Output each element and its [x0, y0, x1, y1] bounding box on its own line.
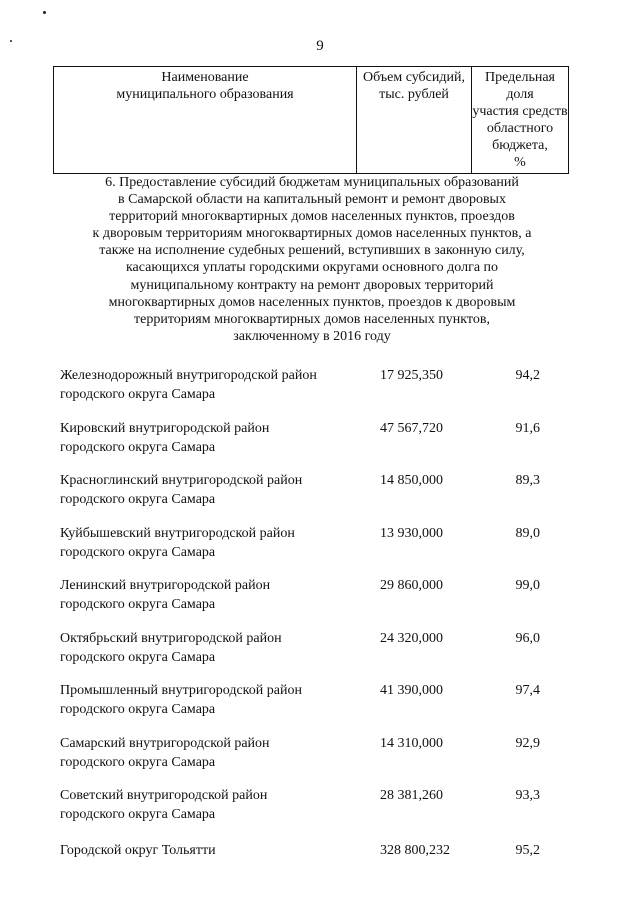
section-title-line: муниципальному контракту на ремонт дворовых территорий	[130, 277, 494, 293]
municipality-name: Городской округ Тольятти	[60, 843, 216, 858]
budget-share: 94,2	[515, 368, 540, 383]
table-row	[60, 786, 580, 826]
subsidy-amount: 17 925,350	[380, 368, 443, 383]
municipality-name: Октябрьский внутригородской район городского округа Самара	[60, 630, 282, 665]
table-row	[60, 524, 580, 564]
subsidy-amount: 328 800,232	[380, 843, 450, 858]
section-title-line: также на исполнение судебных решений, вступивших в законную силу,	[99, 243, 525, 259]
municipality-name: Советский внутригородской район городского округа Самара	[60, 788, 268, 822]
budget-share: 89,3	[515, 473, 540, 488]
municipality-name: Красноглинский внутригородской район городского округа Самара	[60, 473, 303, 507]
table-header	[53, 66, 569, 174]
subsidy-amount: 24 320,000	[380, 630, 443, 646]
table-row	[60, 841, 580, 881]
municipality-name: Самарский внутригородской район городского округа Самара	[60, 735, 270, 770]
header-amount-cell	[357, 67, 472, 174]
table-row	[60, 471, 580, 511]
subsidy-amount: 14 850,000	[380, 473, 443, 488]
subsidy-amount: 28 381,260	[380, 788, 443, 803]
municipality-name: Промышленный внутригородской район городского округа Самара	[60, 683, 302, 717]
table-row	[60, 366, 580, 406]
municipality-name: Кировский внутригородской район городского округа Самара	[60, 420, 270, 455]
table-row	[60, 576, 580, 616]
budget-share: 97,4	[515, 683, 540, 698]
section-title-line: касающихся уплаты городскими округами основного долга по	[125, 260, 499, 276]
table-row	[60, 734, 580, 774]
section-title-line: территориям многоквартирных домов населенных пунктов,	[134, 311, 490, 327]
scan-speck	[43, 11, 46, 14]
section-title-line: заключенному в 2016 году	[233, 328, 391, 344]
budget-share: 92,9	[515, 735, 540, 751]
header-name-cell	[54, 67, 357, 174]
budget-share: 95,2	[515, 843, 540, 858]
budget-share: 89,0	[515, 525, 540, 541]
municipality-name: Куйбышевский внутригородской район городского округа Самара	[60, 525, 295, 560]
municipality-name: Железнодорожный внутригородской район городского округа Самара	[60, 368, 317, 402]
budget-share: 91,6	[515, 420, 540, 436]
section-title	[62, 174, 562, 345]
budget-share: 93,3	[515, 788, 540, 803]
section-title-line: в Самарской области на капитальный ремонт и ремонт дворовых	[118, 192, 506, 208]
table-row	[60, 629, 580, 669]
budget-share: 96,0	[515, 630, 540, 646]
subsidy-amount: 47 567,720	[380, 420, 443, 436]
table-row	[60, 681, 580, 721]
section-title-line: многоквартирных домов населенных пунктов, проездов к дворовым	[108, 294, 516, 310]
header-share: Предельная доля участия средств областного бюджета, %	[472, 70, 568, 170]
page-number: 9	[316, 38, 324, 54]
section-title-line: к дворовым территориям многоквартирных домов населенных пунктов, а	[92, 226, 532, 242]
header-amount: Объем субсидий, тыс. рублей	[363, 70, 465, 102]
municipality-name: Ленинский внутригородской район городского округа Самара	[60, 578, 271, 612]
table-row	[60, 419, 580, 459]
subsidy-amount: 13 930,000	[380, 525, 443, 541]
header-share-cell	[472, 67, 569, 174]
section-title-line: 6. Предоставление субсидий бюджетам муниципальных образований	[105, 175, 519, 190]
subsidy-amount: 41 390,000	[380, 683, 443, 698]
section-title-line: территорий многоквартирных домов населенных пунктов, проездов	[109, 209, 515, 225]
subsidy-amount: 14 310,000	[380, 735, 443, 751]
header-name: Наименование муниципального образования	[116, 70, 294, 102]
subsidy-amount: 29 860,000	[380, 578, 443, 593]
budget-share: 99,0	[515, 578, 540, 593]
